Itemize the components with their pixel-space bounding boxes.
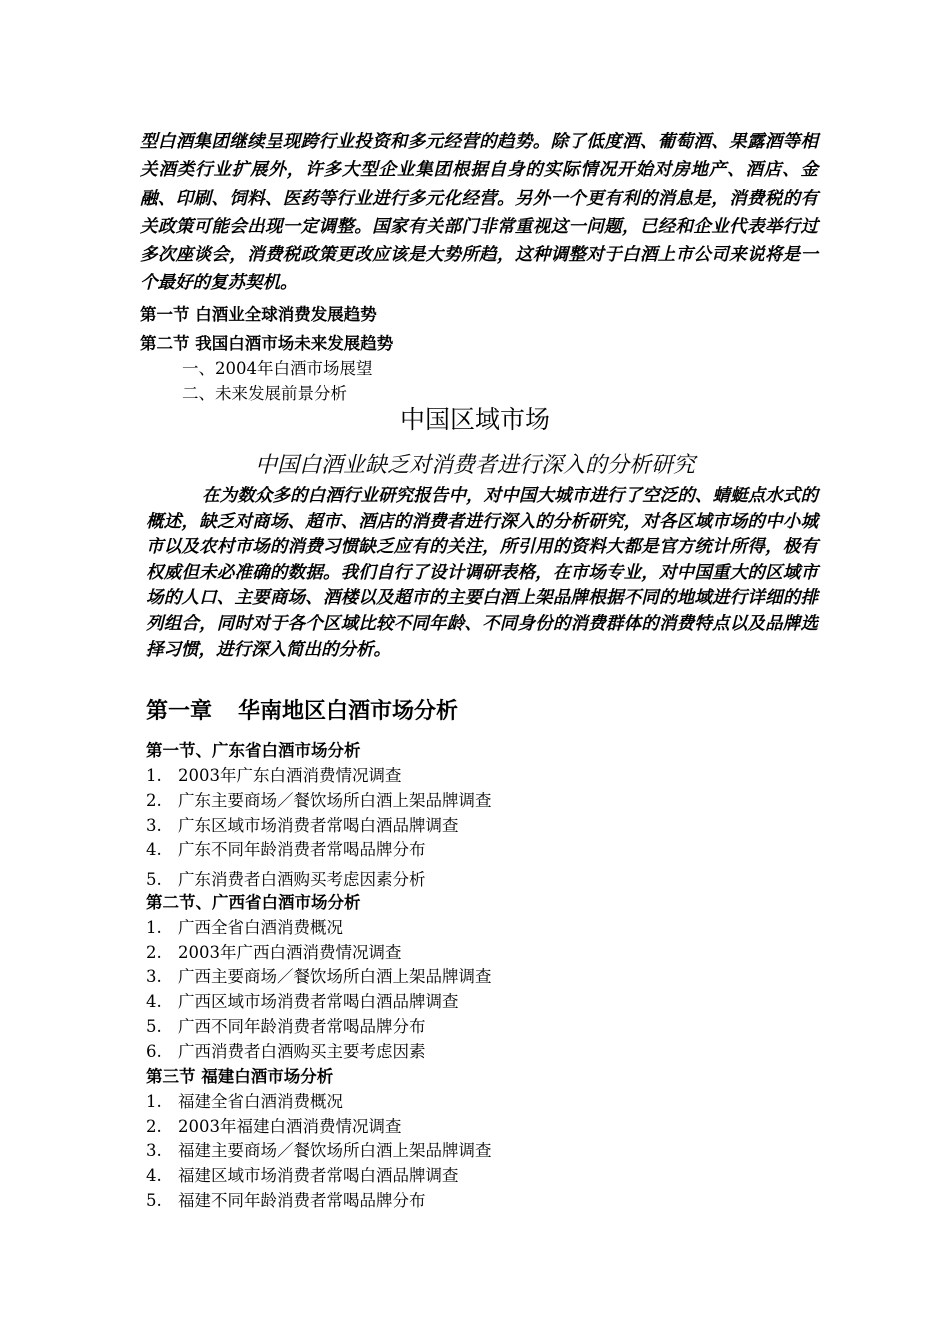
list-item-number: 5. — [146, 1191, 162, 1210]
list-item-text: 福建主要商场／餐饮场所白酒上架品牌调查 — [178, 1141, 492, 1160]
list-item-number: 4. — [146, 840, 162, 859]
list-item-number: 2. — [146, 791, 162, 810]
analysis-paragraph: 在为数众多的白酒行业研究报告中，对中国大城市进行了空泛的、蜻蜓点水式的概述，缺乏对商场、超市、酒店的消费者进行深入的分析研究，对各区域市场的中小城市以及农村市场的消费习惯缺乏应有的关注，所引用的资料大都是官方统计所得，极有权威但未必准确的数据。我们自行了设计调研表格，在市场专业，对中国重大的区域市场的人口、主要商场、酒楼以及超市的主要白酒上架品牌根据不同的地域进行详细的排列组合，同时对于各个区域比较不同年龄、不同身份的消费群体的消费特点以及品牌选择习惯，进行深入简出的分析。 — [146, 486, 818, 660]
toc-sub-2: 二、未来发展前景分析 — [182, 384, 347, 403]
list-item — [146, 1038, 426, 1062]
list-item-text: 2003年广东白酒消费情况调查 — [178, 766, 402, 785]
list-item — [146, 1187, 426, 1211]
list-item-number: 1. — [146, 918, 162, 937]
list-item-text: 2003年广西白酒消费情况调查 — [178, 943, 402, 962]
list-item-text: 广东主要商场／餐饮场所白酒上架品牌调查 — [178, 791, 492, 810]
toc-section-2: 第二节 我国白酒市场未来发展趋势 — [140, 334, 394, 353]
list-item-text: 广东消费者白酒购买考虑因素分析 — [178, 870, 426, 889]
list-item — [146, 1013, 426, 1037]
list-item — [146, 1137, 492, 1161]
region-heading: 中国区域市场 — [399, 405, 550, 434]
list-item-text: 福建不同年龄消费者常喝品牌分布 — [178, 1191, 426, 1210]
list-item-text: 广东区域市场消费者常喝白酒品牌调查 — [178, 816, 459, 835]
list-item-number: 6. — [146, 1042, 162, 1061]
chapter-title: 华南地区白酒市场分析 — [238, 699, 459, 724]
toc-section-1: 第一节 白酒业全球消费发展趋势 — [140, 305, 377, 324]
list-item-number: 3. — [146, 967, 162, 986]
list-item-number: 1. — [146, 766, 162, 785]
list-item — [146, 963, 492, 987]
list-item — [146, 939, 402, 963]
list-item-text: 广西消费者白酒购买主要考虑因素 — [178, 1042, 426, 1061]
toc-sub-1: 一、2004年白酒市场展望 — [182, 359, 373, 378]
list-item-number: 2. — [146, 1117, 162, 1136]
list-item — [146, 866, 426, 890]
list-item-text: 广西主要商场／餐饮场所白酒上架品牌调查 — [178, 967, 492, 986]
list-item — [146, 812, 459, 836]
section-title: 第三节 福建白酒市场分析 — [146, 1067, 334, 1086]
chapter-number: 第一章 — [146, 699, 213, 724]
list-item — [146, 787, 492, 811]
list-item-number: 4. — [146, 992, 162, 1011]
list-item — [146, 836, 426, 860]
list-item-text: 广西全省白酒消费概况 — [178, 918, 343, 937]
list-item-number: 3. — [146, 816, 162, 835]
list-item-number: 3. — [146, 1141, 162, 1160]
section-title: 第一节、广东省白酒市场分析 — [146, 741, 361, 760]
list-item — [146, 914, 343, 938]
list-item-text: 广东不同年龄消费者常喝品牌分布 — [178, 840, 426, 859]
list-item-text: 2003年福建白酒消费情况调查 — [178, 1117, 402, 1136]
list-item-number: 5. — [146, 870, 162, 889]
intro-paragraph: 型白酒集团继续呈现跨行业投资和多元经营的趋势。除了低度酒、葡萄酒、果露酒等相关酒类行业扩展外，许多大型企业集团根据自身的实际情况开始对房地产、酒店、金融、印刷、饲料、医药等行业进行多元化经营。另外一个更有利的消息是，消费税的有关政策可能会出现一定调整。国家有关部门非常重视这一问题，已经和企业代表举行过多次座谈会，消费税政策更改应该是大势所趋，这种调整对于白酒上市公司来说将是一个最好的复苏契机。 — [140, 132, 818, 294]
list-item-text: 广西不同年龄消费者常喝品牌分布 — [178, 1017, 426, 1036]
list-item-number: 4. — [146, 1166, 162, 1185]
list-item-number: 5. — [146, 1017, 162, 1036]
section-title: 第二节、广西省白酒市场分析 — [146, 893, 361, 912]
list-item — [146, 762, 402, 786]
list-item — [146, 1162, 459, 1186]
region-subheading: 中国白酒业缺乏对消费者进行深入的分析研究 — [254, 453, 695, 478]
list-item-text: 福建全省白酒消费概况 — [178, 1092, 343, 1111]
list-item — [146, 988, 459, 1012]
chapter-heading — [146, 694, 458, 725]
list-item-text: 广西区域市场消费者常喝白酒品牌调查 — [178, 992, 459, 1011]
list-item-number: 1. — [146, 1092, 162, 1111]
list-item — [146, 1113, 402, 1137]
list-item-number: 2. — [146, 943, 162, 962]
list-item — [146, 1088, 343, 1112]
list-item-text: 福建区域市场消费者常喝白酒品牌调查 — [178, 1166, 459, 1185]
